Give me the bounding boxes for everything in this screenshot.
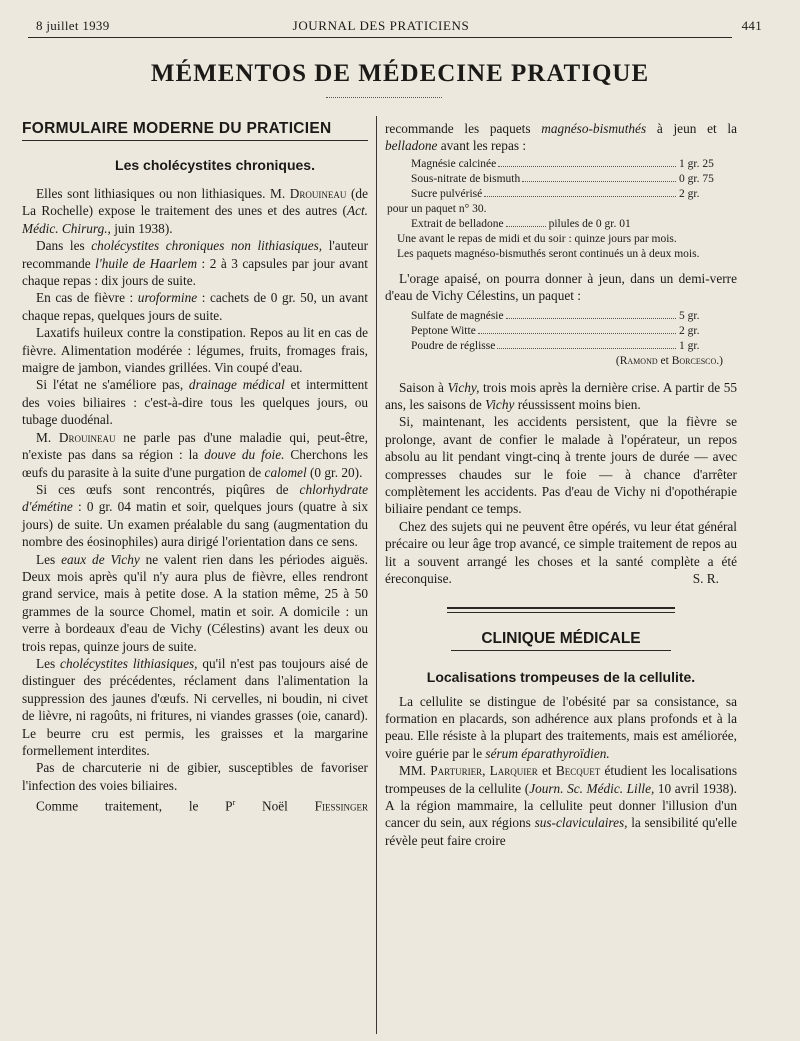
paragraph: Si, maintenant, les accidents persistent, que la fièvre se prolonge, avant de confier le malade à l'opérateur, un repos absolu au lit pendant vingt-cinq à trente jours de durée — avec compresses chaudes sur le foie — à chance d'arrêter complètement les accidents. Pas d'eau de Vichy ni d'opothérapie biliaire pendant ce temps. <box>385 414 737 517</box>
prescription-line: Sous-nitrate de bismuth 0 gr. 75 <box>411 172 714 185</box>
paragraph: Si ces œufs sont rencontrés, piqûres de chlorhydrate d'émétine : 0 gr. 04 matin et soir, quelques jours (quatre à six jours) de suite. Un examen préalable du sang (augmentation du nombre des éosinophiles) aura dirigé l'orientation dans ce sens. <box>22 481 368 550</box>
paragraph: Chez des sujets qui ne peuvent être opérés, vu leur état général précaire ou leur âge trop avancé, ce simple traitement de repos au lit a souvent arrangé les choses et la santé complète a été éreconquise. S. R. <box>385 518 737 587</box>
column-divider <box>376 116 377 1034</box>
paragraph: Dans les cholécystites chroniques non lithiasiques, l'auteur recommande l'huile de Haarlem : 2 à 3 capsules par jour avant chaque repas : dix jours de suite. <box>22 238 369 289</box>
prescription-note: Une avant le repas de midi et du soir : quinze jours par mois. <box>397 232 677 245</box>
article-subheading: Les cholécystites chroniques. <box>115 157 315 173</box>
prescription-line: Magnésie calcinée 1 gr. 25 <box>411 157 714 170</box>
paragraph: M. Drouineau ne parle pas d'une maladie qui, peut-être, n'existe pas dans sa région : la douve du foie. Cherchons les œufs du parasite à la suite d'une purgation de calomel (0 gr. 20). <box>22 429 368 480</box>
prescription-line: Peptone Witte 2 gr. <box>411 324 700 337</box>
prescription-1 <box>385 157 737 262</box>
header-rule <box>28 37 732 38</box>
paragraph: L'orage apaisé, on pourra donner à jeun, dans un demi-verre d'eau de Vichy Célestins, un paquet : <box>385 270 737 304</box>
paragraph: Si l'état ne s'améliore pas, drainage médical et intermittent des voies biliaires : c'est-à-dire tous les quelques jours, ou tubage duodénal. <box>22 377 368 428</box>
left-column <box>22 120 368 815</box>
page-number: 441 <box>741 18 762 33</box>
title-ornament <box>326 97 442 98</box>
prescription-note: pour un paquet n° 30. <box>387 202 487 215</box>
paragraph: Les cholécystites lithiasiques, qu'il n'est pas toujours aisé de distinguer des précédentes, réclament dans l'alimentation la suppression des jaunes d'œufs. Ni cervelles, ni boudin, ni civet de lièvre, ni ragoûts, ni fritures, ni viandes grasses (oie, canard). Le beurre cru est permis, les graisses et la margarine formellement interdites. <box>22 655 368 758</box>
prescription-2 <box>385 309 737 369</box>
paragraph: La cellulite se distingue de l'obésité par sa consistance, sa formation en placards, son adhérence aux plans profonds et à la peau. Elle résiste à la plupart des traitements, mais est améliorée, voire guérie par le sérum éparathyroïdien. <box>385 693 737 761</box>
paragraph: En cas de fièvre : uroformine : cachets de 0 gr. 50, un avant chaque repas, quelques jours de suite. <box>22 290 368 323</box>
paragraph: Laxatifs huileux contre la constipation. Repos au lit en cas de fièvre. Alimentation modérée : légumes, fruits, fromages frais, maigre de jambon, viandes grillées. Vin coupé d'eau. <box>22 325 368 376</box>
prescription-line: Extrait de belladone pilules de 0 gr. 01 <box>411 217 631 230</box>
paragraph: recommande les paquets magnéso-bismuthés à jeun et la belladone avant les repas : <box>385 121 737 154</box>
paragraph: MM. Parturier, Larquier et Becquet étudient les localisations trompeuses de la cellulite (Journ. Sc. Médic. Lille, 10 avril 1938). A la région mammaire, la cellulite peut donner l'illusion d'un cancer du sein, aux régions sus-claviculaires, la sensibilité qu'elle révèle peut faire croire <box>385 763 738 848</box>
page-title: MÉMENTOS DE MÉDECINE PRATIQUE <box>150 60 650 87</box>
prescription-line: Sucre pulvérisé 2 gr. <box>411 187 700 200</box>
paragraph: Saison à Vichy, trois mois après la dernière crise. A partir de 55 ans, les saisons de Vichy réussissent moins bien. <box>385 379 737 413</box>
running-head <box>30 16 762 38</box>
journal-name: JOURNAL DES PRATICIENS <box>292 18 470 33</box>
paragraph: Pas de charcuterie ni de gibier, susceptibles de favoriser l'infection des voies biliaires. <box>22 760 368 793</box>
paragraph: Elles sont lithiasiques ou non lithiasiques. M. Drouineau (de La Rochelle) expose le traitement des unes et des autres (Act. Médic. Chirurg., juin 1938). <box>22 186 368 236</box>
paragraph: Comme traitement, le $P^r$ Noël Fiessinger <box>36 798 369 814</box>
section-heading-clinique: CLINIQUE MÉDICALE <box>385 630 737 651</box>
prescription-line: Poudre de réglisse 1 gr. <box>411 339 700 352</box>
section-separator <box>385 600 737 618</box>
prescription-authors: (Ramond et Borcesco.) <box>615 354 723 367</box>
prescription-line: Sulfate de magnésie 5 gr. <box>411 309 700 322</box>
article-subheading: Localisations trompeuses de la cellulite. <box>426 668 696 685</box>
section-heading-formulaire: FORMULAIRE MODERNE DU PRATICIEN <box>22 120 368 141</box>
right-column <box>385 120 737 849</box>
author-signature: S. R. <box>692 571 719 587</box>
paragraph: Les eaux de Vichy ne valent rien dans les périodes aiguës. Deux mois après qu'il n'y aura plus de fièvre, elles rendront grand service, mais à petite dose. A la station même, 25 à 50 grammes de la source Chomel, matin et soir. A domicile : un verre à bordeaux d'eau de Vichy (Célestins) avant les deux ou trois repas, quinze jours de suite. <box>22 551 368 654</box>
prescription-note: Les paquets magnéso-bismuthés seront continués un à deux mois. <box>397 247 700 260</box>
issue-date: 8 juillet 1939 <box>36 18 110 33</box>
